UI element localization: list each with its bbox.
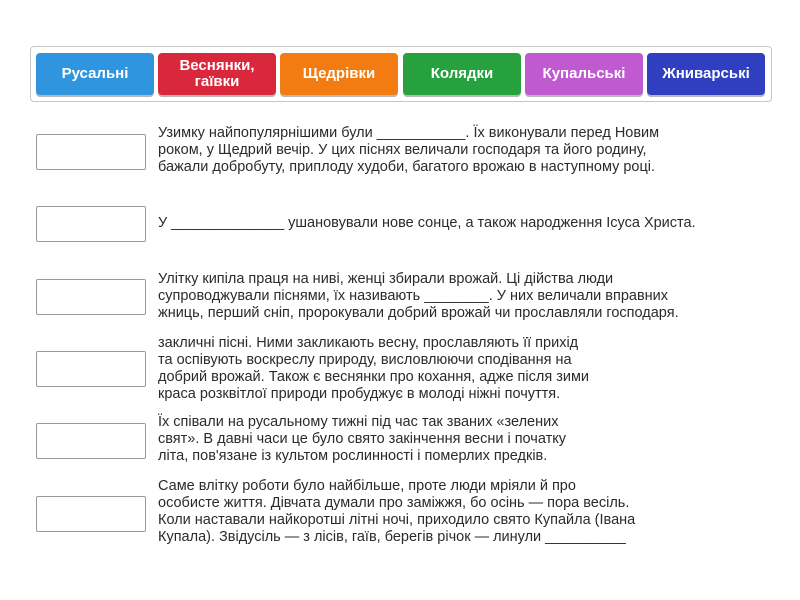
drop-zone-2[interactable] [36,206,146,242]
description-2: У ______________ ушановували нове сонце, а також народження Ісуса Христа. [158,215,696,231]
tile-rusalni[interactable]: Русальні [36,53,154,95]
word-bank [30,46,772,102]
tile-shchedrivky[interactable]: Щедрівки [280,53,398,95]
tile-vesnianky-haivky[interactable]: Веснянки, гаївки [158,53,276,95]
drop-zone-3[interactable] [36,279,146,315]
description-5: Їх співали на русальному тижні під час так званих «зелених свят». В давні часи це було свято закінчення весни і початку літа, пов'язане із культом рослинності і померлих предків. [158,414,567,464]
tile-koliadky[interactable]: Колядки [403,53,521,95]
drop-zone-1[interactable] [36,134,146,170]
drop-zone-5[interactable] [36,423,146,459]
description-6: Саме влітку роботи було найбільше, проте люди мріяли й про особисте життя. Дівчата думали про заміжжя, бо осінь — пора весіль. Коли наставали найкоротші літні ночі, приходило свято Купайла (Івана Купала). Звідусіль — з лісів, гаїв, берегів річок — линули __________ [158,478,636,545]
drop-zone-4[interactable] [36,351,146,387]
description-3: Улітку кипіла праця на ниві, женці збирали врожай. Ці дійства люди супроводжували піснями, їх називають ________. У них величали вправних жниць, перший сніп, пророкували добрий врожай чи прославляли господаря. [158,271,679,321]
tile-zhnyvarski[interactable]: Жниварські [647,53,765,95]
drop-zone-6[interactable] [36,496,146,532]
description-1: Узимку найпопулярнішими були ___________. Їх виконували перед Новим роком, у Щедрий вечір. У цих піснях величали господаря та його родину, бажали добробуту, приплоду худоби, багатого врожаю в наступному році. [158,125,660,175]
tile-kupalski[interactable]: Купальські [525,53,643,95]
description-4: закличні пісні. Ними закликають весну, прославляють її прихід та оспівують воскреслу природу, висловлюючи сподівання на добрий врожай. Також є веснянки про кохання, адже після зими краса розквітлої природи пробуджує в молоді ніжні почуття. [158,335,590,402]
